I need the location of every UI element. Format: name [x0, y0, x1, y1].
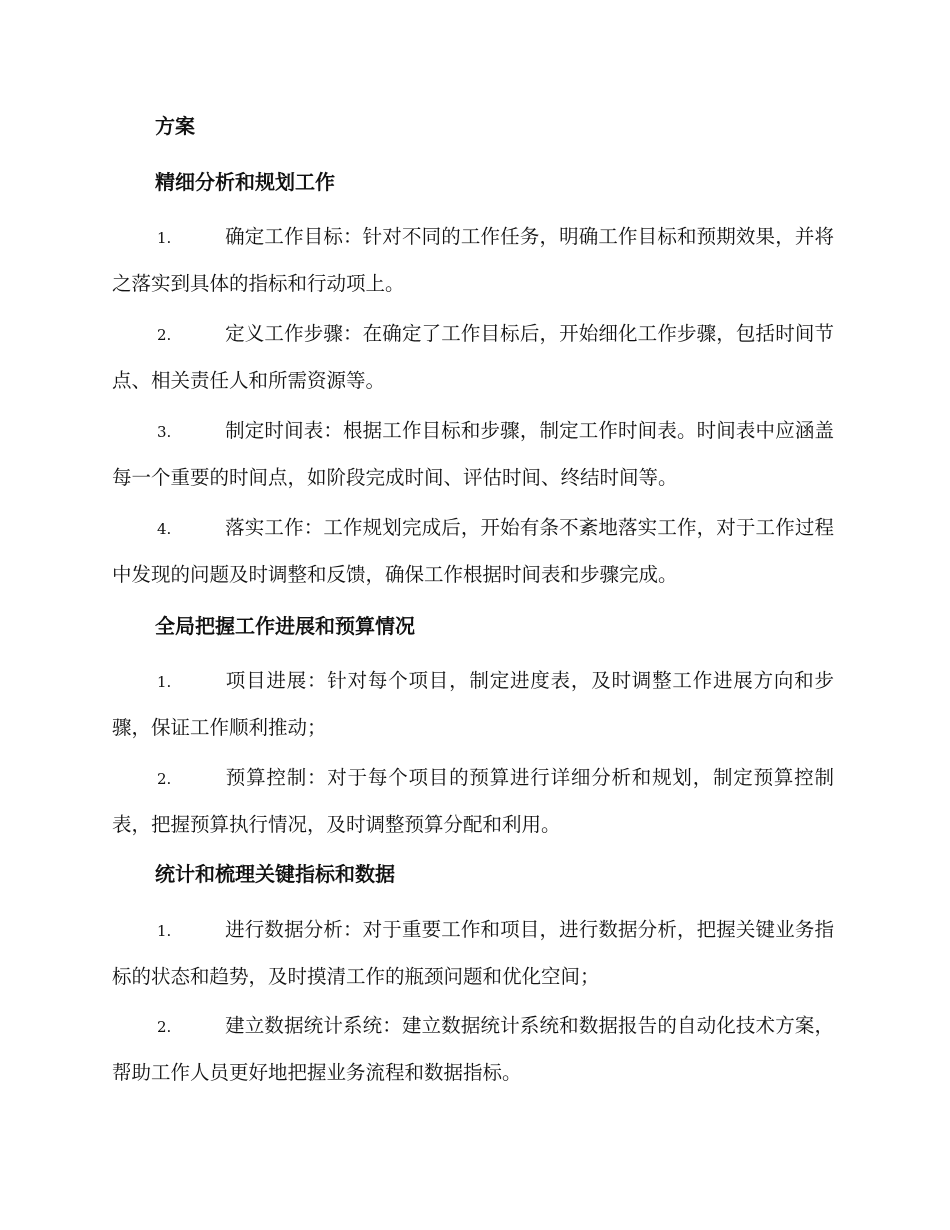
- list-item-number: 1.: [157, 229, 172, 247]
- list-item: [112, 505, 834, 597]
- list-item-number: 1.: [157, 922, 172, 940]
- list-item-text: 确定工作目标：针对不同的工作任务，明确工作目标和预期效果，并将之落实到具体的指标和行动项上。: [112, 225, 834, 295]
- list-item-number: 1.: [157, 673, 172, 691]
- list-item-text: 定义工作步骤：在确定了工作目标后，开始细化工作步骤，包括时间节点、相关责任人和所需资源等。: [112, 322, 834, 392]
- list-item: [112, 907, 834, 999]
- list-item-number: 2.: [157, 770, 172, 788]
- list-item-number: 4.: [157, 520, 172, 538]
- list-item-text: 预算控制：对于每个项目的预算进行详细分析和规划，制定预算控制表，把握预算执行情况，及时调整预算分配和利用。: [112, 766, 834, 836]
- list-item-text: 落实工作：工作规划完成后，开始有条不紊地落实工作，对于工作过程中发现的问题及时调整和反馈，确保工作根据时间表和步骤完成。: [112, 516, 834, 586]
- list-item: [112, 1003, 834, 1095]
- list-item-text: 项目进展：针对每个项目，制定进度表，及时调整工作进展方向和步骤，保证工作顺利推动；: [112, 669, 834, 739]
- section-heading: 精细分析和规划工作: [155, 170, 335, 194]
- list-item: [112, 214, 834, 306]
- list-item-number: 2.: [157, 1018, 172, 1036]
- list-item-number: 3.: [157, 423, 172, 441]
- list-item: [112, 755, 834, 847]
- list-item: [112, 658, 834, 750]
- list-item-text: 制定时间表：根据工作目标和步骤，制定工作时间表。时间表中应涵盖每一个重要的时间点，如阶段完成时间、评估时间、终结时间等。: [112, 419, 834, 489]
- document-title: 方案: [155, 114, 195, 138]
- list-item-text: 进行数据分析：对于重要工作和项目，进行数据分析，把握关键业务指标的状态和趋势，及时摸清工作的瓶颈问题和优化空间；: [112, 918, 834, 988]
- list-item: [112, 311, 834, 403]
- list-item: [112, 408, 834, 500]
- list-item-text: 建立数据统计系统：建立数据统计系统和数据报告的自动化技术方案，帮助工作人员更好地把握业务流程和数据指标。: [112, 1014, 834, 1084]
- section-heading: 统计和梳理关键指标和数据: [155, 862, 395, 886]
- section-heading: 全局把握工作进展和预算情况: [155, 614, 415, 638]
- list-item-number: 2.: [157, 326, 172, 344]
